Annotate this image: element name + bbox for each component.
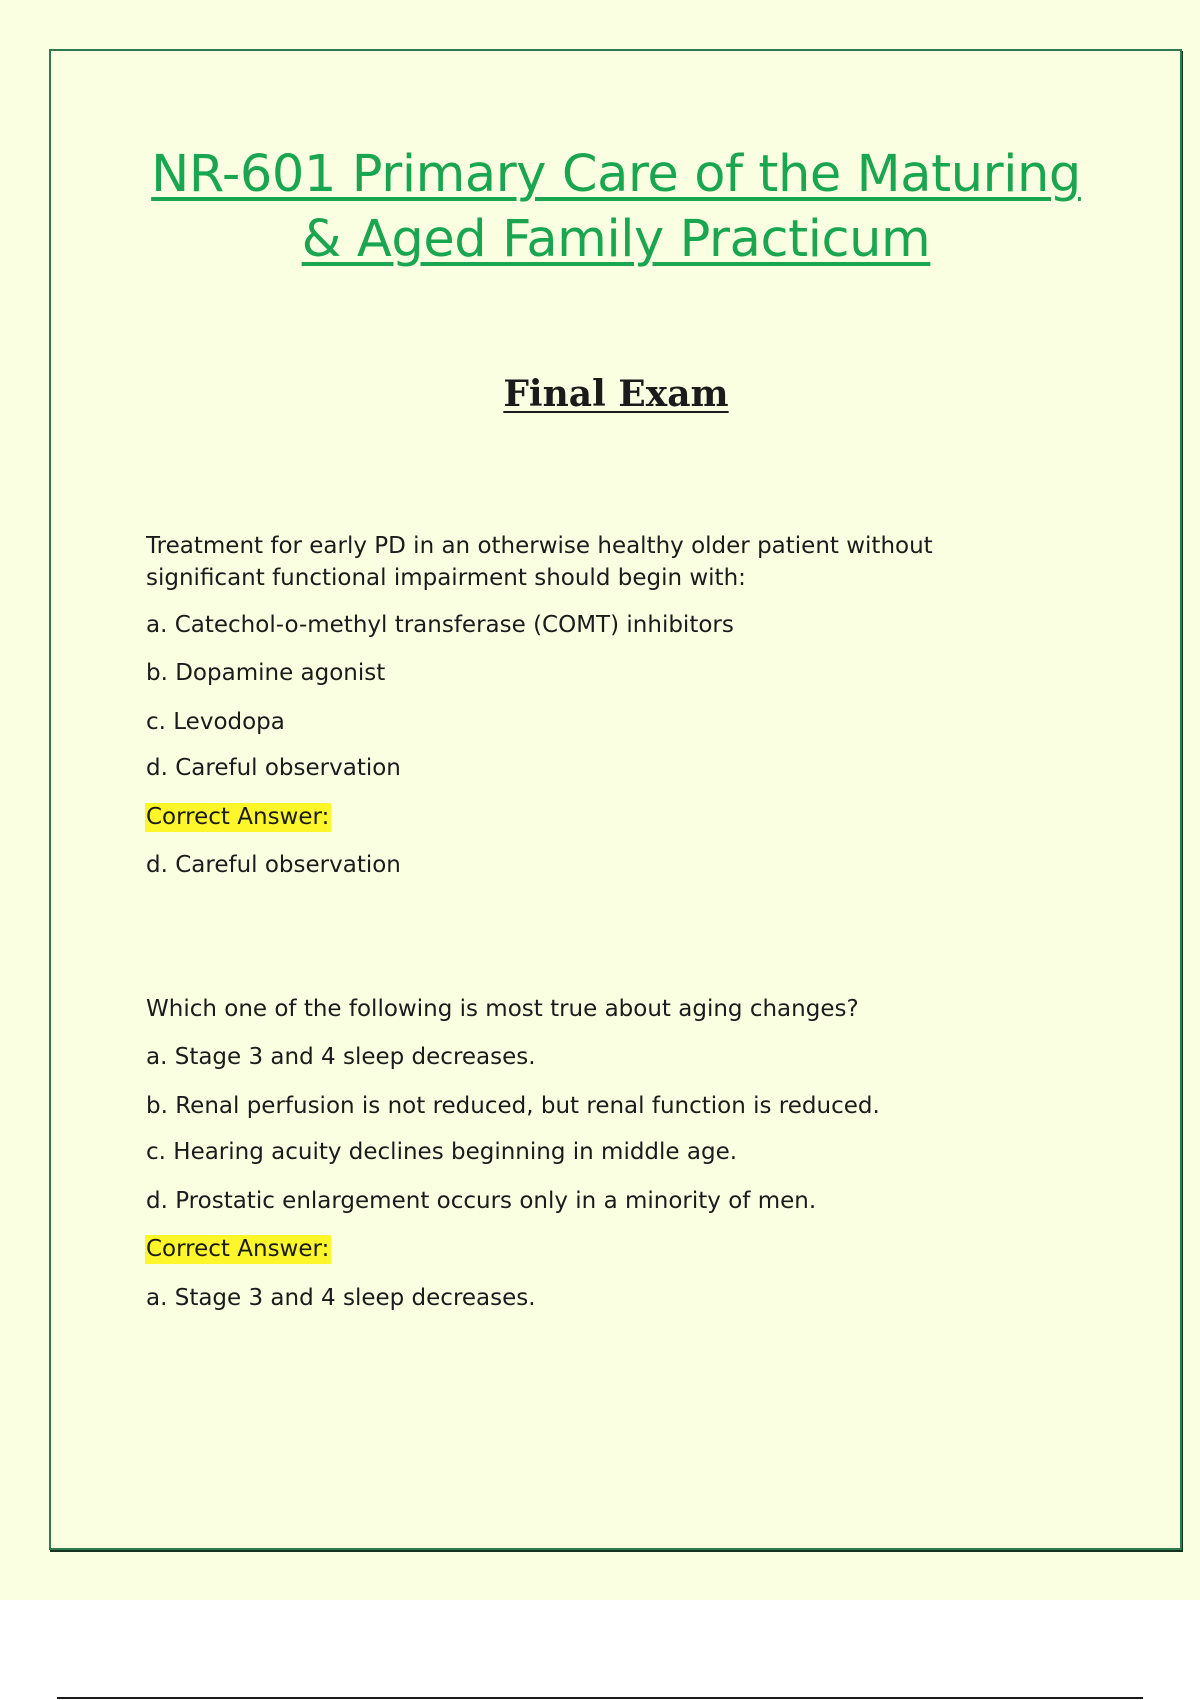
question-2-option-b: b. Renal perfusion is not reduced, but renal function is reduced. [146,1093,880,1119]
document-title-line-2: & Aged Family Practicum [301,210,931,269]
question-1-prompt [146,530,1026,594]
question-1-answer-label [146,801,331,833]
question-2-prompt: Which one of the following is most true about aging changes? [146,996,859,1022]
question-2-option-a: a. Stage 3 and 4 sleep decreases. [146,1044,536,1070]
footer-divider [57,1697,1143,1699]
question-2-answer-label [146,1233,331,1265]
question-1-answer: d. Careful observation [146,852,401,878]
question-1-option-c: c. Levodopa [146,709,285,735]
question-1-option-a: a. Catechol-o-methyl transferase (COMT) inhibitors [146,612,734,638]
document-title-line-1: NR-601 Primary Care of the Maturing [151,145,1081,204]
question-1-prompt-line-2: significant functional impairment should begin with: [146,565,746,591]
question-2-answer: a. Stage 3 and 4 sleep decreases. [146,1285,536,1311]
question-1-option-d: d. Careful observation [146,755,401,781]
question-1-option-b: b. Dopamine agonist [146,660,386,686]
exam-subtitle: Final Exam [503,373,729,415]
document-title [60,142,1172,272]
page-border-frame [49,49,1182,1550]
question-1-prompt-line-1: Treatment for early PD in an otherwise healthy older patient without [146,533,933,559]
question-2-answer-highlight: Correct Answer: [146,1236,330,1262]
question-2-option-c: c. Hearing acuity declines beginning in middle age. [146,1139,738,1165]
question-2-option-d: d. Prostatic enlargement occurs only in a minority of men. [146,1188,817,1214]
question-1-answer-highlight: Correct Answer: [146,804,330,830]
